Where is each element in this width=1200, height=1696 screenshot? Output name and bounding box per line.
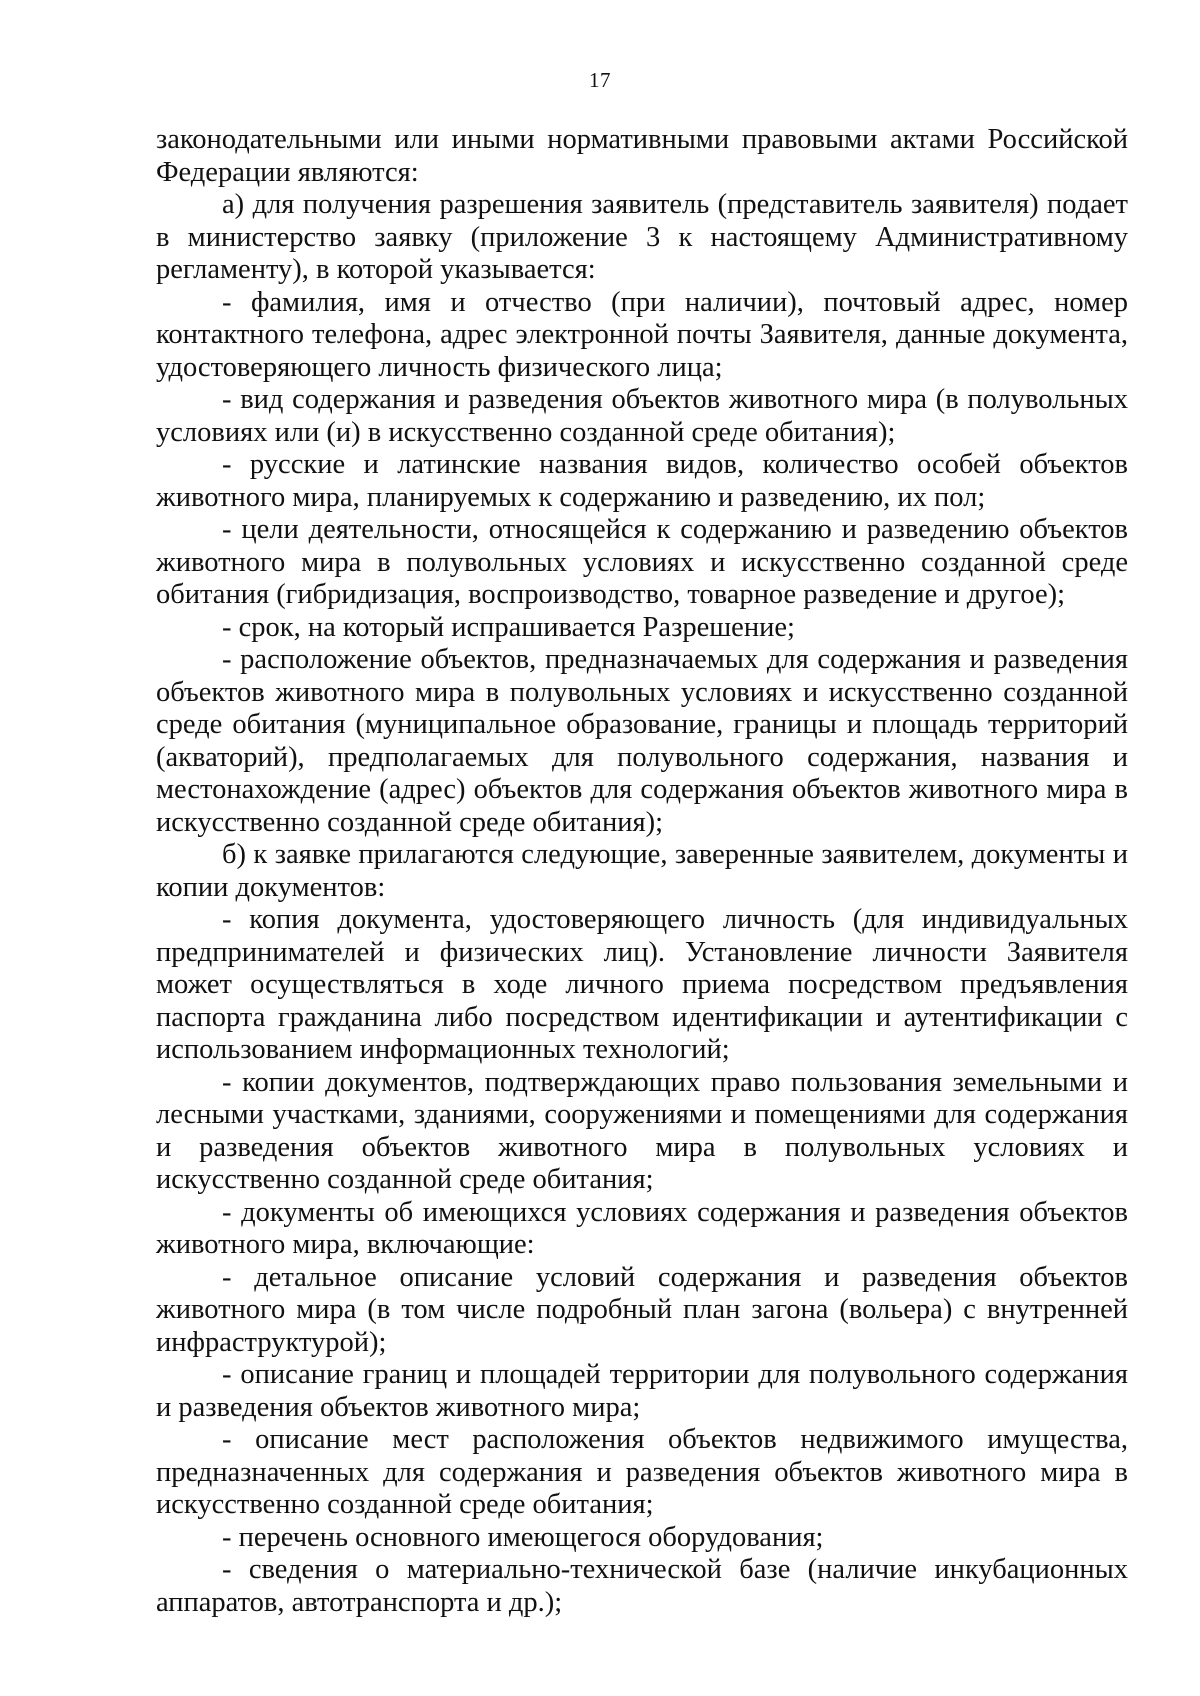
body-paragraph: - копия документа, удостоверяющего личность (для индивидуальных предпринимателей и физических лиц). Установление личности Заявителя может осуществляться в ходе личного приема посредством предъявления паспорта гражданина либо посредством идентификации и аутентификации с использованием информационных технологий; (156, 904, 1128, 1065)
body-paragraph: законодательными или иными нормативными правовыми актами Российской Федерации являются: (156, 124, 1128, 188)
body-paragraph: - срок, на который испрашивается Разрешение; (222, 611, 795, 643)
body-paragraph: - описание мест расположения объектов недвижимого имущества, предназначенных для содержания и разведения объектов животного мира в искусственно созданной среде обитания; (156, 1424, 1128, 1520)
body-paragraph: - русские и латинские названия видов, количество особей объектов животного мира, планируемых к содержанию и разведению, их пол; (156, 449, 1128, 513)
body-paragraph: а) для получения разрешения заявитель (представитель заявителя) подает в министерство заявку (приложение 3 к настоящему Административному регламенту), в которой указывается: (156, 189, 1128, 285)
body-paragraph: - расположение объектов, предназначаемых для содержания и разведения объектов животного мира в полувольных условиях и искусственно созданной среде обитания (муниципальное образование, границы и площадь территорий (акваторий), предполагаемых для полувольного содержания, названия и местонахождение (адрес) объектов для содержания объектов животного мира в искусственно созданной среде обитания); (156, 644, 1128, 838)
body-paragraph: - вид содержания и разведения объектов животного мира (в полувольных условиях или (и) в искусственно созданной среде обитания); (156, 384, 1128, 448)
body-paragraph: - фамилия, имя и отчество (при наличии), почтовый адрес, номер контактного телефона, адрес электронной почты Заявителя, данные документа, удостоверяющего личность физического лица; (156, 286, 1128, 383)
document-body (156, 124, 1128, 1619)
body-paragraph: - копии документов, подтверждающих право пользования земельными и лесными участками, зданиями, сооружениями и помещениями для содержания и разведения объектов животного мира в полувольных условиях и искусственно созданной среде обитания; (156, 1066, 1128, 1195)
body-paragraph: - сведения о материально-технической базе (наличие инкубационных аппаратов, автотранспорта и др.); (156, 1554, 1128, 1618)
body-paragraph: - описание границ и площадей территории для полувольного содержания и разведения объектов животного мира; (156, 1359, 1128, 1423)
body-paragraph: - перечень основного имеющегося оборудования; (222, 1521, 824, 1553)
body-paragraph: - документы об имеющихся условиях содержания и разведения объектов животного мира, включающие: (156, 1196, 1128, 1260)
body-paragraph: б) к заявке прилагаются следующие, заверенные заявителем, документы и копии документов: (156, 839, 1128, 903)
page-number: 17 (589, 68, 611, 92)
body-paragraph: - цели деятельности, относящейся к содержанию и разведению объектов животного мира в полувольных условиях и искусственно созданной среде обитания (гибридизация, воспроизводство, товарное разведение и другое); (156, 514, 1128, 610)
body-paragraph: - детальное описание условий содержания и разведения объектов животного мира (в том числе подробный план загона (вольера) с внутренней инфраструктурой); (156, 1261, 1128, 1358)
